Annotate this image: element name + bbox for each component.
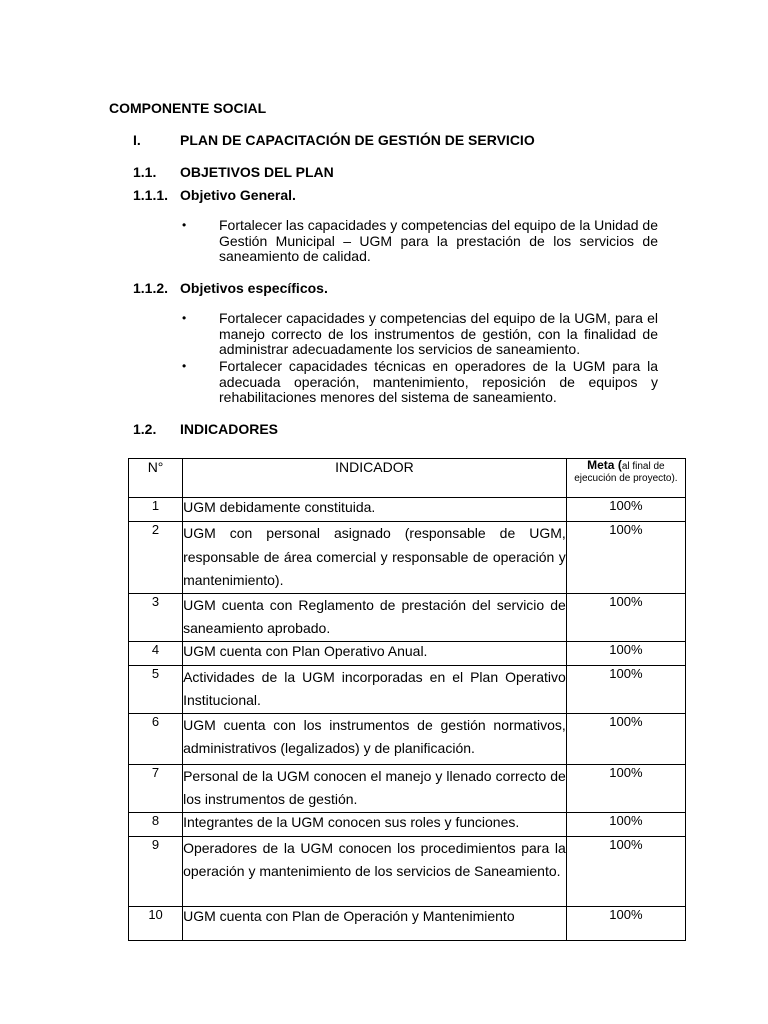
row-indicator: UGM cuenta con Plan de Operación y Mantenimiento [183, 906, 567, 940]
indicators-table [128, 458, 686, 941]
row-number: 6 [129, 713, 183, 764]
row-indicator: UGM cuenta con Reglamento de prestación del servicio de saneamiento aprobado. [183, 593, 567, 641]
table-header-row [129, 459, 686, 498]
section-title: PLAN DE CAPACITACIÓN DE GESTIÓN DE SERVICIO [180, 132, 535, 148]
table-row [129, 713, 686, 764]
list-item [182, 311, 658, 359]
row-indicator: UGM cuenta con los instrumentos de gestión normativos, administrativos (legalizados) y de planificación. [183, 713, 567, 764]
row-meta: 100% [566, 836, 685, 906]
header-num: N° [129, 459, 183, 498]
row-indicator: UGM debidamente constituida. [183, 498, 567, 522]
table-row [129, 836, 686, 906]
row-number: 10 [129, 906, 183, 940]
row-meta: 100% [566, 764, 685, 812]
table-row [129, 641, 686, 665]
header-indicator: INDICADOR [183, 459, 567, 498]
header-meta-detail: al final de ejecución de proyecto). [574, 461, 678, 484]
row-meta: 100% [566, 713, 685, 764]
bullet-icon: • [182, 311, 187, 325]
table-row [129, 498, 686, 522]
objective-text: Fortalecer capacidades y competencias del equipo de la UGM, para el manejo correcto de los instrumentos de gestión, con la finalidad de administrar adecuadamente los servicios de saneamiento. [219, 310, 658, 357]
row-meta: 100% [566, 498, 685, 522]
list-item [182, 218, 658, 266]
row-meta: 100% [566, 812, 685, 836]
bullet-icon: • [182, 218, 187, 232]
objective-text: Fortalecer las capacidades y competencias del equipo de la Unidad de Gestión Municipal – UGM para la prestación de los servicios de saneamiento de calidad. [219, 217, 658, 264]
section-title: Objetivo General. [180, 187, 296, 203]
row-number: 9 [129, 836, 183, 906]
row-indicator: Operadores de la UGM conocen los procedimientos para la operación y mantenimiento de los servicios de Saneamiento. [183, 836, 567, 906]
table-row [129, 665, 686, 713]
row-indicator: Personal de la UGM conocen el manejo y llenado correcto de los instrumentos de gestión. [183, 764, 567, 812]
row-number: 3 [129, 593, 183, 641]
row-number: 2 [129, 522, 183, 594]
objective-text: Fortalecer capacidades técnicas en operadores de la UGM para la adecuada operación, mantenimiento, reposición de equipos y rehabilitaciones menores del sistema de saneamiento. [219, 358, 658, 405]
row-meta: 100% [566, 593, 685, 641]
section-title: INDICADORES [180, 421, 279, 437]
section-number: 1.1. [133, 164, 157, 180]
row-meta: 100% [566, 665, 685, 713]
row-number: 7 [129, 764, 183, 812]
row-indicator: Integrantes de la UGM conocen sus roles y funciones. [183, 812, 567, 836]
section-title: OBJETIVOS DEL PLAN [180, 164, 334, 180]
header-meta-bold: Meta ( [587, 458, 622, 472]
table-row [129, 593, 686, 641]
table-row [129, 812, 686, 836]
list-item [182, 359, 658, 407]
bullet-icon: • [182, 359, 187, 373]
row-indicator: Actividades de la UGM incorporadas en el Plan Operativo Institucional. [183, 665, 567, 713]
document-heading: COMPONENTE SOCIAL [109, 100, 267, 116]
row-number: 1 [129, 498, 183, 522]
table-row [129, 906, 686, 940]
header-meta [566, 459, 685, 498]
section-title: Objetivos específicos. [180, 280, 328, 296]
row-number: 4 [129, 641, 183, 665]
row-indicator: UGM con personal asignado (responsable de UGM, responsable de área comercial y responsable de operación y mantenimiento). [183, 522, 567, 594]
row-meta: 100% [566, 522, 685, 594]
section-number: 1.2. [133, 421, 157, 437]
row-number: 5 [129, 665, 183, 713]
table-row [129, 522, 686, 594]
table-row [129, 764, 686, 812]
section-number: 1.1.1. [133, 187, 169, 203]
row-meta: 100% [566, 641, 685, 665]
section-number: I. [133, 132, 141, 148]
section-number: 1.1.2. [133, 280, 169, 296]
row-number: 8 [129, 812, 183, 836]
row-indicator: UGM cuenta con Plan Operativo Anual. [183, 641, 567, 665]
row-meta: 100% [566, 906, 685, 940]
